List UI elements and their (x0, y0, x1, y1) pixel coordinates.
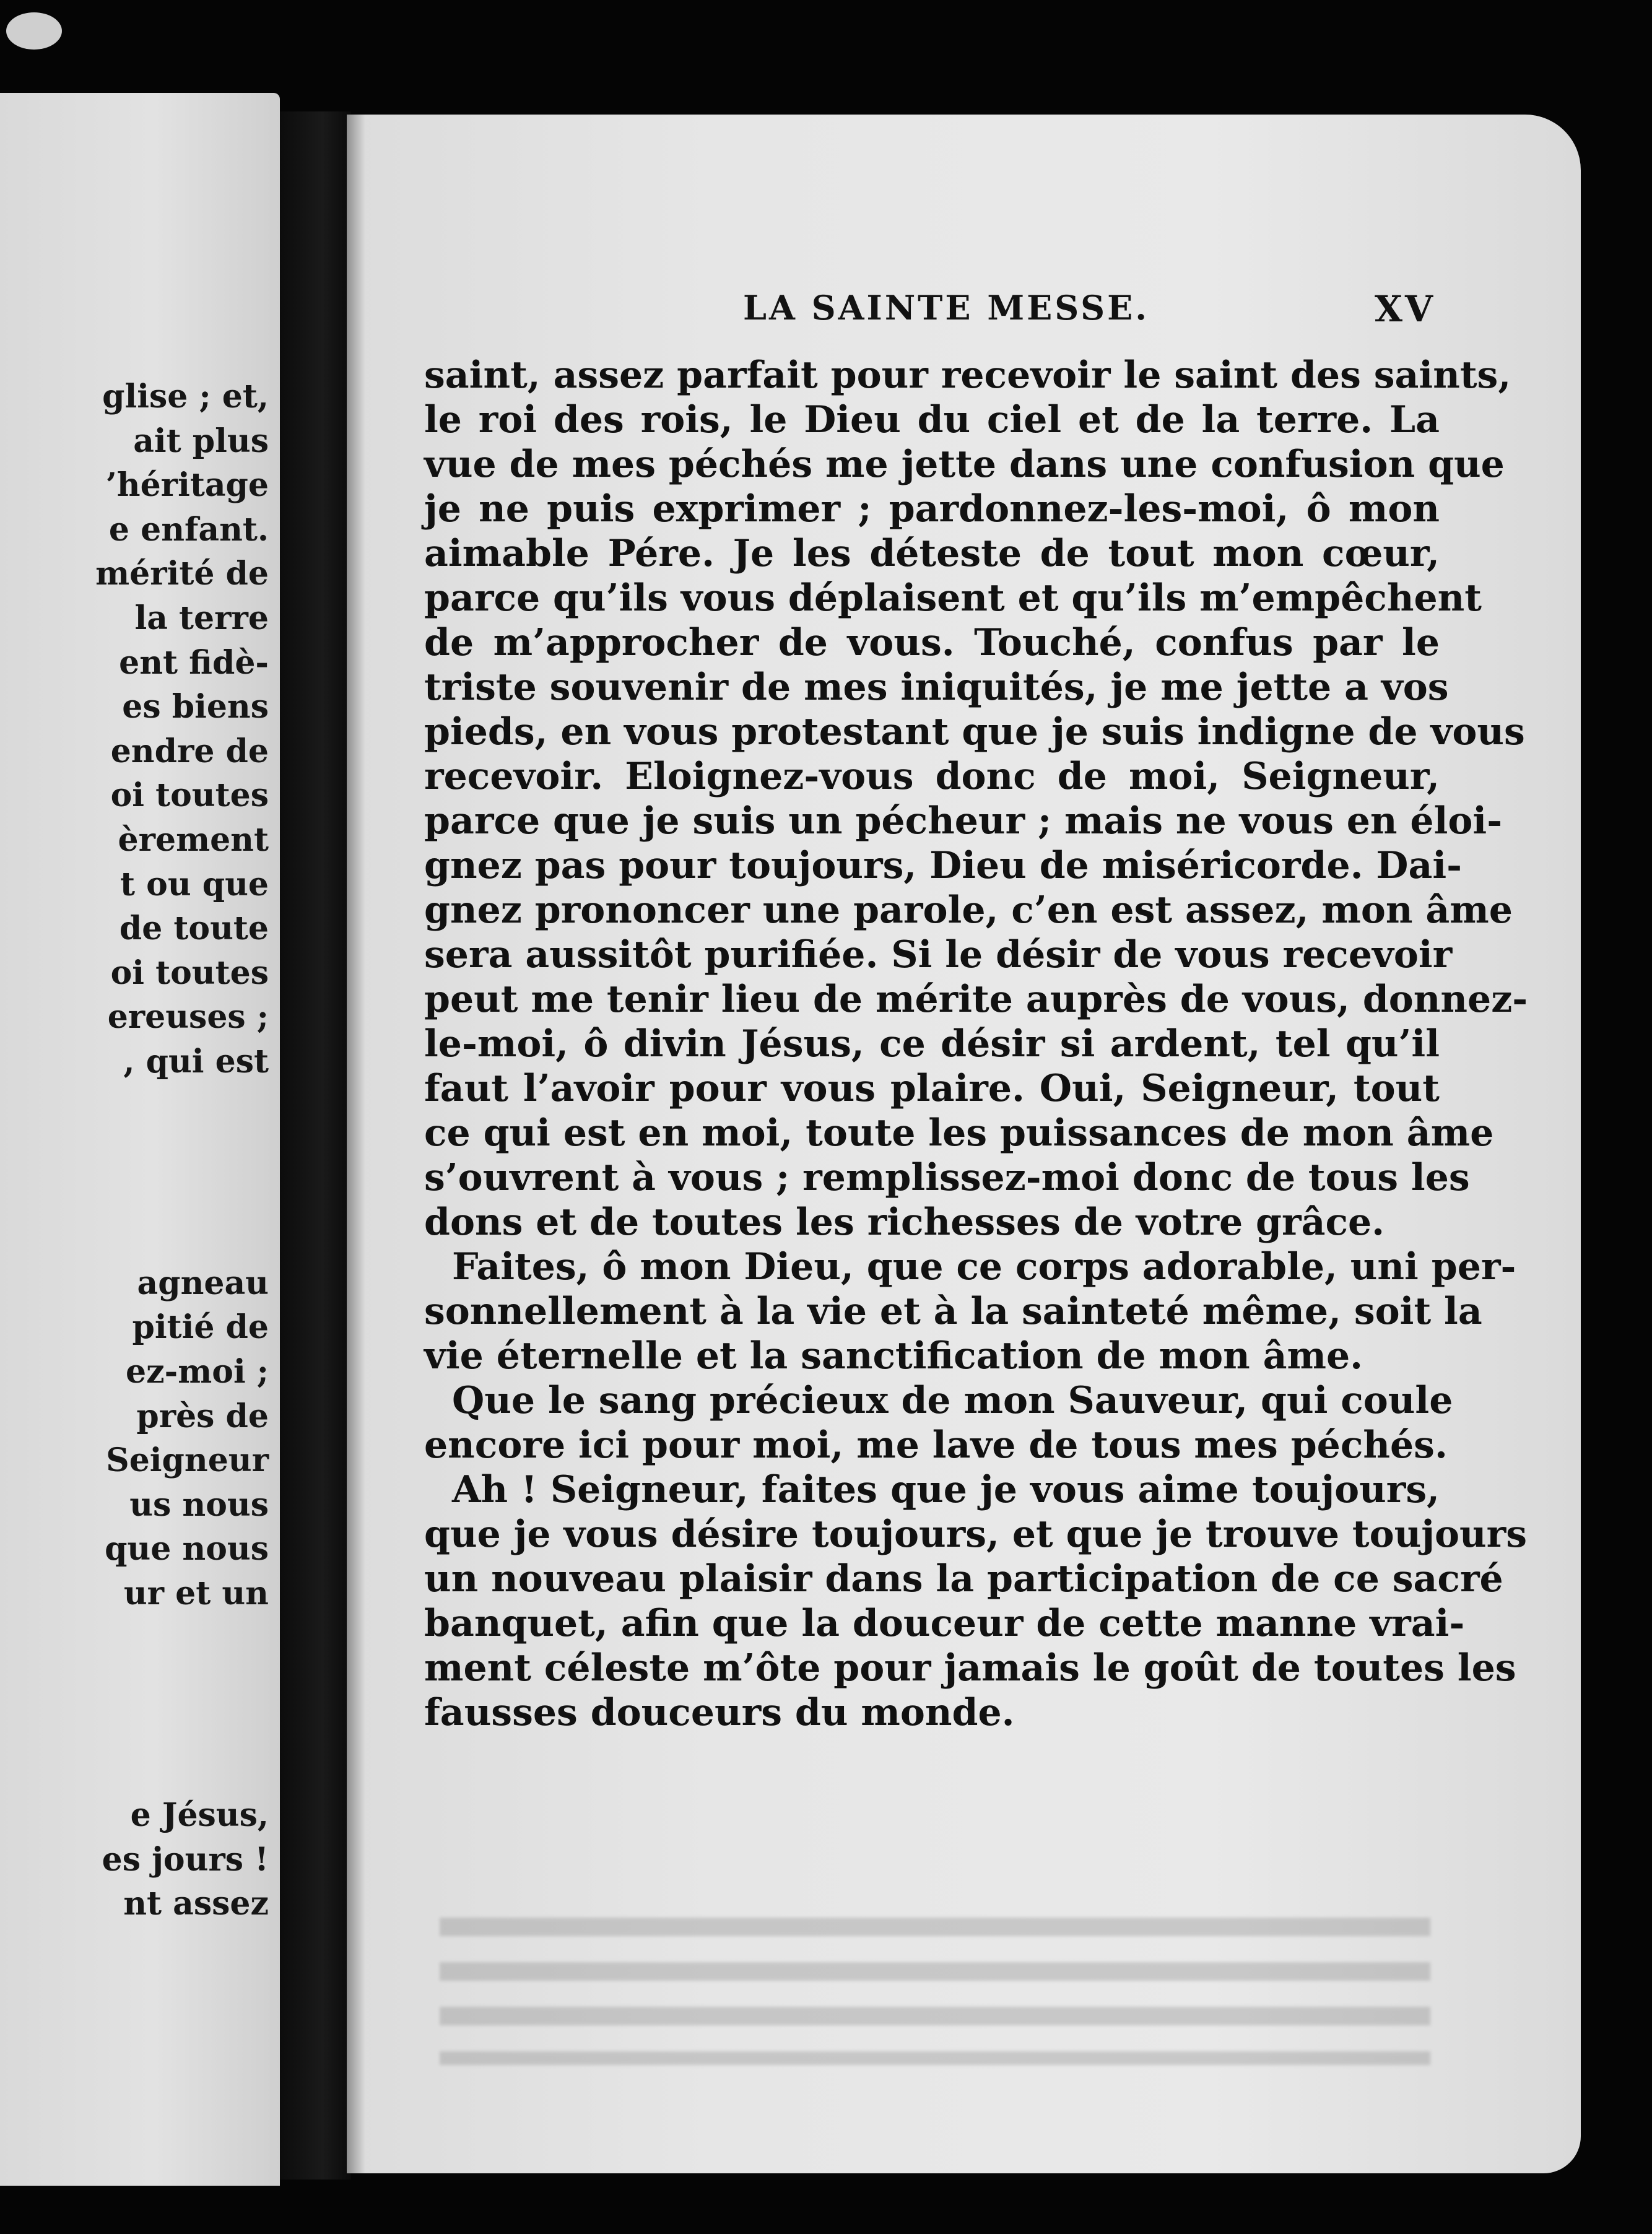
left-line (95, 1217, 269, 1261)
left-line: us nous (129, 1485, 269, 1524)
text-line: que je vous désire toujours, et que je trouve toujours (424, 1513, 1528, 1556)
text-line: vie éternelle et la sanctification de mon âme. (424, 1334, 1363, 1378)
left-line (95, 1705, 269, 1749)
left-line: oi toutes (110, 954, 269, 992)
left-line: ur et un (123, 1575, 269, 1613)
text-line: sera aussitôt purifiée. Si le désir de vous recevoir (424, 933, 1453, 976)
text-line: ce qui est en moi, toute les puissances de mon âme (424, 1111, 1494, 1155)
show-through-texture (440, 1904, 1430, 2065)
left-line: que nous (105, 1530, 269, 1568)
text-line: pieds, en vous protestant que je suis indigne de vous (424, 710, 1525, 754)
text-line: de m’approcher de vous. Touché, confus par le (424, 621, 1440, 664)
left-line (95, 1128, 269, 1173)
text-line: vue de mes péchés me jette dans une confusion que (424, 443, 1505, 486)
text-line: Faites, ô mon Dieu, que ce corps adorable, uni per- (452, 1245, 1516, 1289)
left-page-text (95, 375, 269, 1926)
left-line: endre de (110, 732, 269, 770)
left-line: e Jésus, (130, 1796, 269, 1834)
left-line: e enfant. (108, 510, 269, 549)
left-line: la terre (134, 599, 269, 637)
right-page (347, 115, 1581, 2173)
left-line (95, 1173, 269, 1217)
text-line: dons et de toutes les richesses de votre grâce. (424, 1201, 1385, 1244)
text-line: Que le sang précieux de mon Sauveur, qui coule (452, 1379, 1453, 1422)
left-line: glise ; et, (102, 378, 269, 415)
page-header (347, 288, 1581, 337)
left-line: ’héritage (105, 466, 269, 505)
left-line: oi toutes (110, 776, 269, 815)
text-line: triste souvenir de mes iniquités, je me jette a vos (424, 666, 1449, 709)
text-line: saint, assez parfait pour recevoir le saint des saints, (424, 354, 1511, 397)
text-line: s’ouvrent à vous ; remplissez-moi donc de tous les (424, 1156, 1470, 1199)
left-line: t ou que (120, 865, 269, 903)
body-text (424, 353, 1528, 1735)
left-line: pitié de (132, 1308, 269, 1347)
left-line: mérité de (95, 555, 269, 593)
left-line (95, 1616, 269, 1661)
left-line (95, 1084, 269, 1129)
left-line: es jours ! (102, 1840, 269, 1879)
text-line: le-moi, ô divin Jésus, ce désir si ardent, tel qu’il (424, 1022, 1440, 1066)
running-title: LA SAINTE MESSE. (743, 288, 1150, 328)
text-line: banquet, afin que la douceur de cette manne vrai- (424, 1602, 1465, 1645)
text-line: gnez pas pour toujours, Dieu de miséricorde. Dai- (424, 844, 1463, 887)
text-line: parce qu’ils vous déplaisent et qu’ils m’empêchent (424, 576, 1482, 620)
text-line: le roi des rois, le Dieu du ciel et de la terre. La (424, 398, 1440, 441)
text-line: ment céleste m’ôte pour jamais le goût de toutes les (424, 1646, 1516, 1690)
left-line (95, 1660, 269, 1705)
left-line (95, 1749, 269, 1793)
text-line: parce que je suis un pécheur ; mais ne vous en éloi- (424, 799, 1503, 843)
left-line: près de (136, 1397, 269, 1435)
left-line: ez-moi ; (126, 1353, 269, 1391)
left-line: ent fidè- (119, 643, 269, 682)
left-line: de toute (119, 910, 269, 948)
text-line: fausses douceurs du monde. (424, 1691, 1015, 1734)
page-edge-shadow (347, 115, 365, 2173)
left-line: , qui est (123, 1042, 269, 1080)
text-line: peut me tenir lieu de mérite auprès de vous, donnez- (424, 978, 1528, 1021)
left-line: ait plus (133, 422, 269, 460)
text-line: encore ici pour moi, me lave de tous mes péchés. (424, 1423, 1448, 1467)
scan-speck (6, 12, 62, 50)
text-line: je ne puis exprimer ; pardonnez-les-moi, ô mon (424, 487, 1440, 531)
left-line: Seigneur (106, 1441, 269, 1480)
book-gutter (280, 111, 351, 2180)
text-line: recevoir. Eloignez-vous donc de moi, Seigneur, (424, 755, 1440, 798)
text-line: gnez prononcer une parole, c’en est assez, mon âme (424, 889, 1513, 932)
left-line: agneau (137, 1264, 269, 1302)
left-line: es biens (122, 688, 269, 726)
left-line: nt assez (123, 1885, 269, 1923)
left-page (0, 93, 280, 2186)
text-line: faut l’avoir pour vous plaire. Oui, Seigneur, tout (424, 1067, 1440, 1110)
text-line: aimable Pére. Je les déteste de tout mon cœur, (424, 532, 1440, 575)
left-line: ereuses ; (107, 998, 269, 1037)
text-line: Ah ! Seigneur, faites que je vous aime toujours, (452, 1468, 1440, 1511)
text-line: sonnellement à la vie et à la sainteté même, soit la (424, 1290, 1482, 1333)
left-line: èrement (118, 820, 269, 859)
text-line: un nouveau plaisir dans la participation de ce sacré (424, 1557, 1503, 1601)
page-number: XV (1375, 288, 1436, 330)
